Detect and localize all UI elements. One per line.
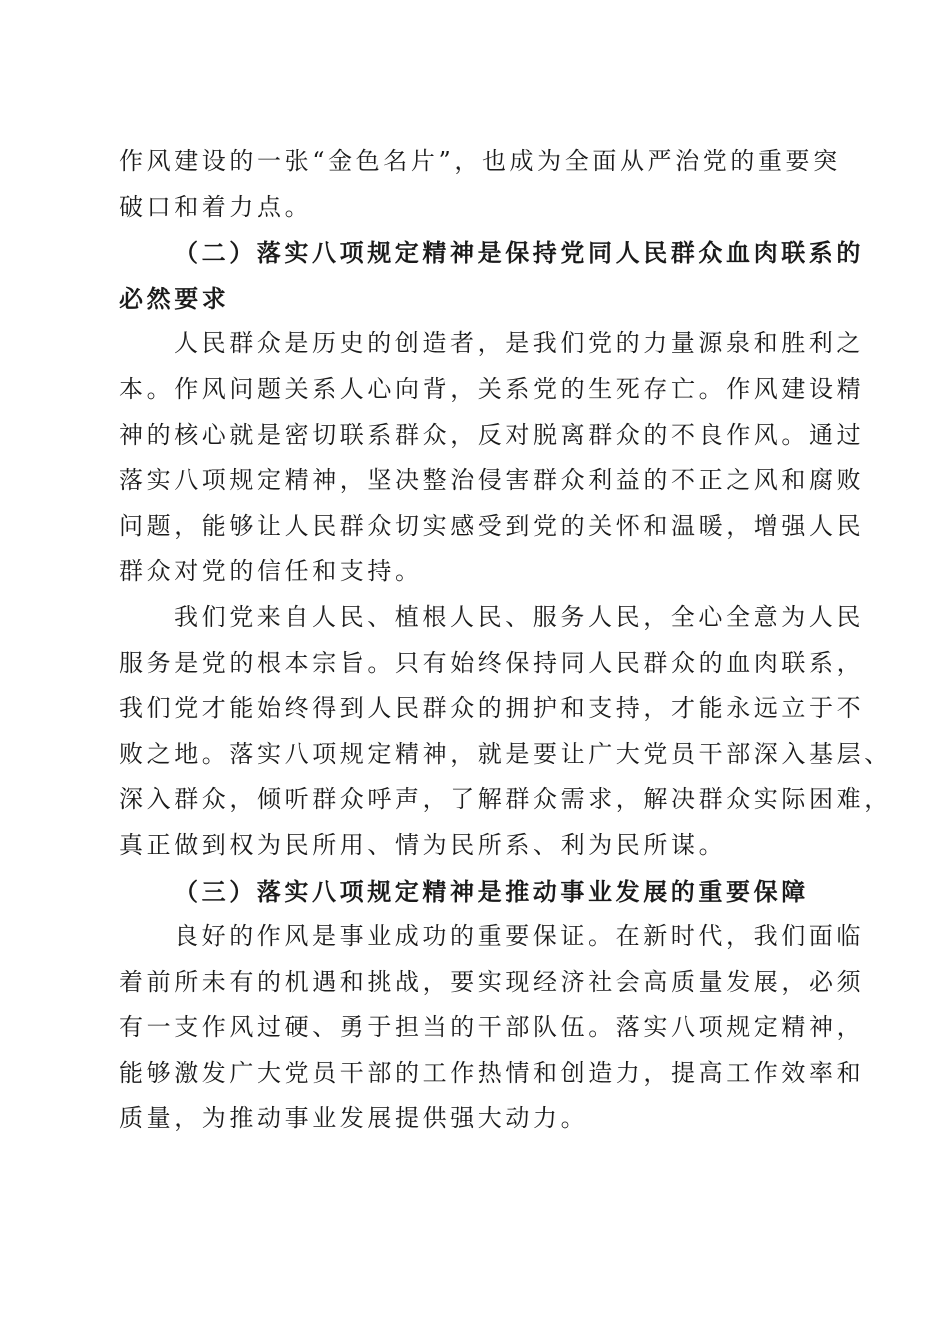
- body-line: 群众对党的信任和支持。: [119, 557, 423, 586]
- body-line: 破口和着力点。: [119, 192, 313, 221]
- document-page: [119, 139, 892, 1142]
- body-line: 能够激发广大党员干部的工作热情和创造力，提高工作效率和: [119, 1058, 865, 1087]
- body-line: 作风建设的一张“金色名片”，也成为全面从严治党的重要突: [119, 147, 841, 175]
- section-heading: （二）落实八项规定精神是保持党同人民群众血肉联系的: [174, 238, 864, 268]
- body-line: 问题，能够让人民群众切实感受到党的关怀和温暖，增强人民: [119, 511, 865, 540]
- body-line: 我们党来自人民、植根人民、服务人民，全心全意为人民: [174, 602, 864, 631]
- body-line: 良好的作风是事业成功的重要保证。在新时代，我们面临: [174, 922, 864, 951]
- body-line: 落实八项规定精神，坚决整治侵害群众利益的不正之风和腐败: [119, 466, 865, 495]
- body-line: 败之地。落实八项规定精神，就是要让广大党员干部深入基层、: [119, 739, 892, 768]
- body-line: 我们党才能始终得到人民群众的拥护和支持，才能永远立于不: [119, 694, 865, 723]
- body-line: 着前所未有的机遇和挑战，要实现经济社会高质量发展，必须: [119, 967, 865, 996]
- body-line: 质量，为推动事业发展提供强大动力。: [119, 1104, 589, 1133]
- body-line: 深入群众，倾听群众呼声，了解群众需求，解决群众实际困难，: [119, 785, 892, 814]
- body-line: 人民群众是历史的创造者，是我们党的力量源泉和胜利之: [174, 329, 864, 358]
- body-line: 本。作风问题关系人心向背，关系党的生死存亡。作风建设精: [119, 374, 865, 403]
- section-heading: （三）落实八项规定精神是推动事业发展的重要保障: [174, 876, 809, 906]
- body-line: 有一支作风过硬、勇于担当的干部队伍。落实八项规定精神，: [119, 1013, 865, 1042]
- body-line: 真正做到权为民所用、情为民所系、利为民所谋。: [119, 830, 727, 859]
- section-heading: 必然要求: [119, 283, 230, 313]
- body-line: 神的核心就是密切联系群众，反对脱离群众的不良作风。通过: [119, 420, 865, 449]
- body-line: 服务是党的根本宗旨。只有始终保持同人民群众的血肉联系，: [119, 648, 865, 677]
